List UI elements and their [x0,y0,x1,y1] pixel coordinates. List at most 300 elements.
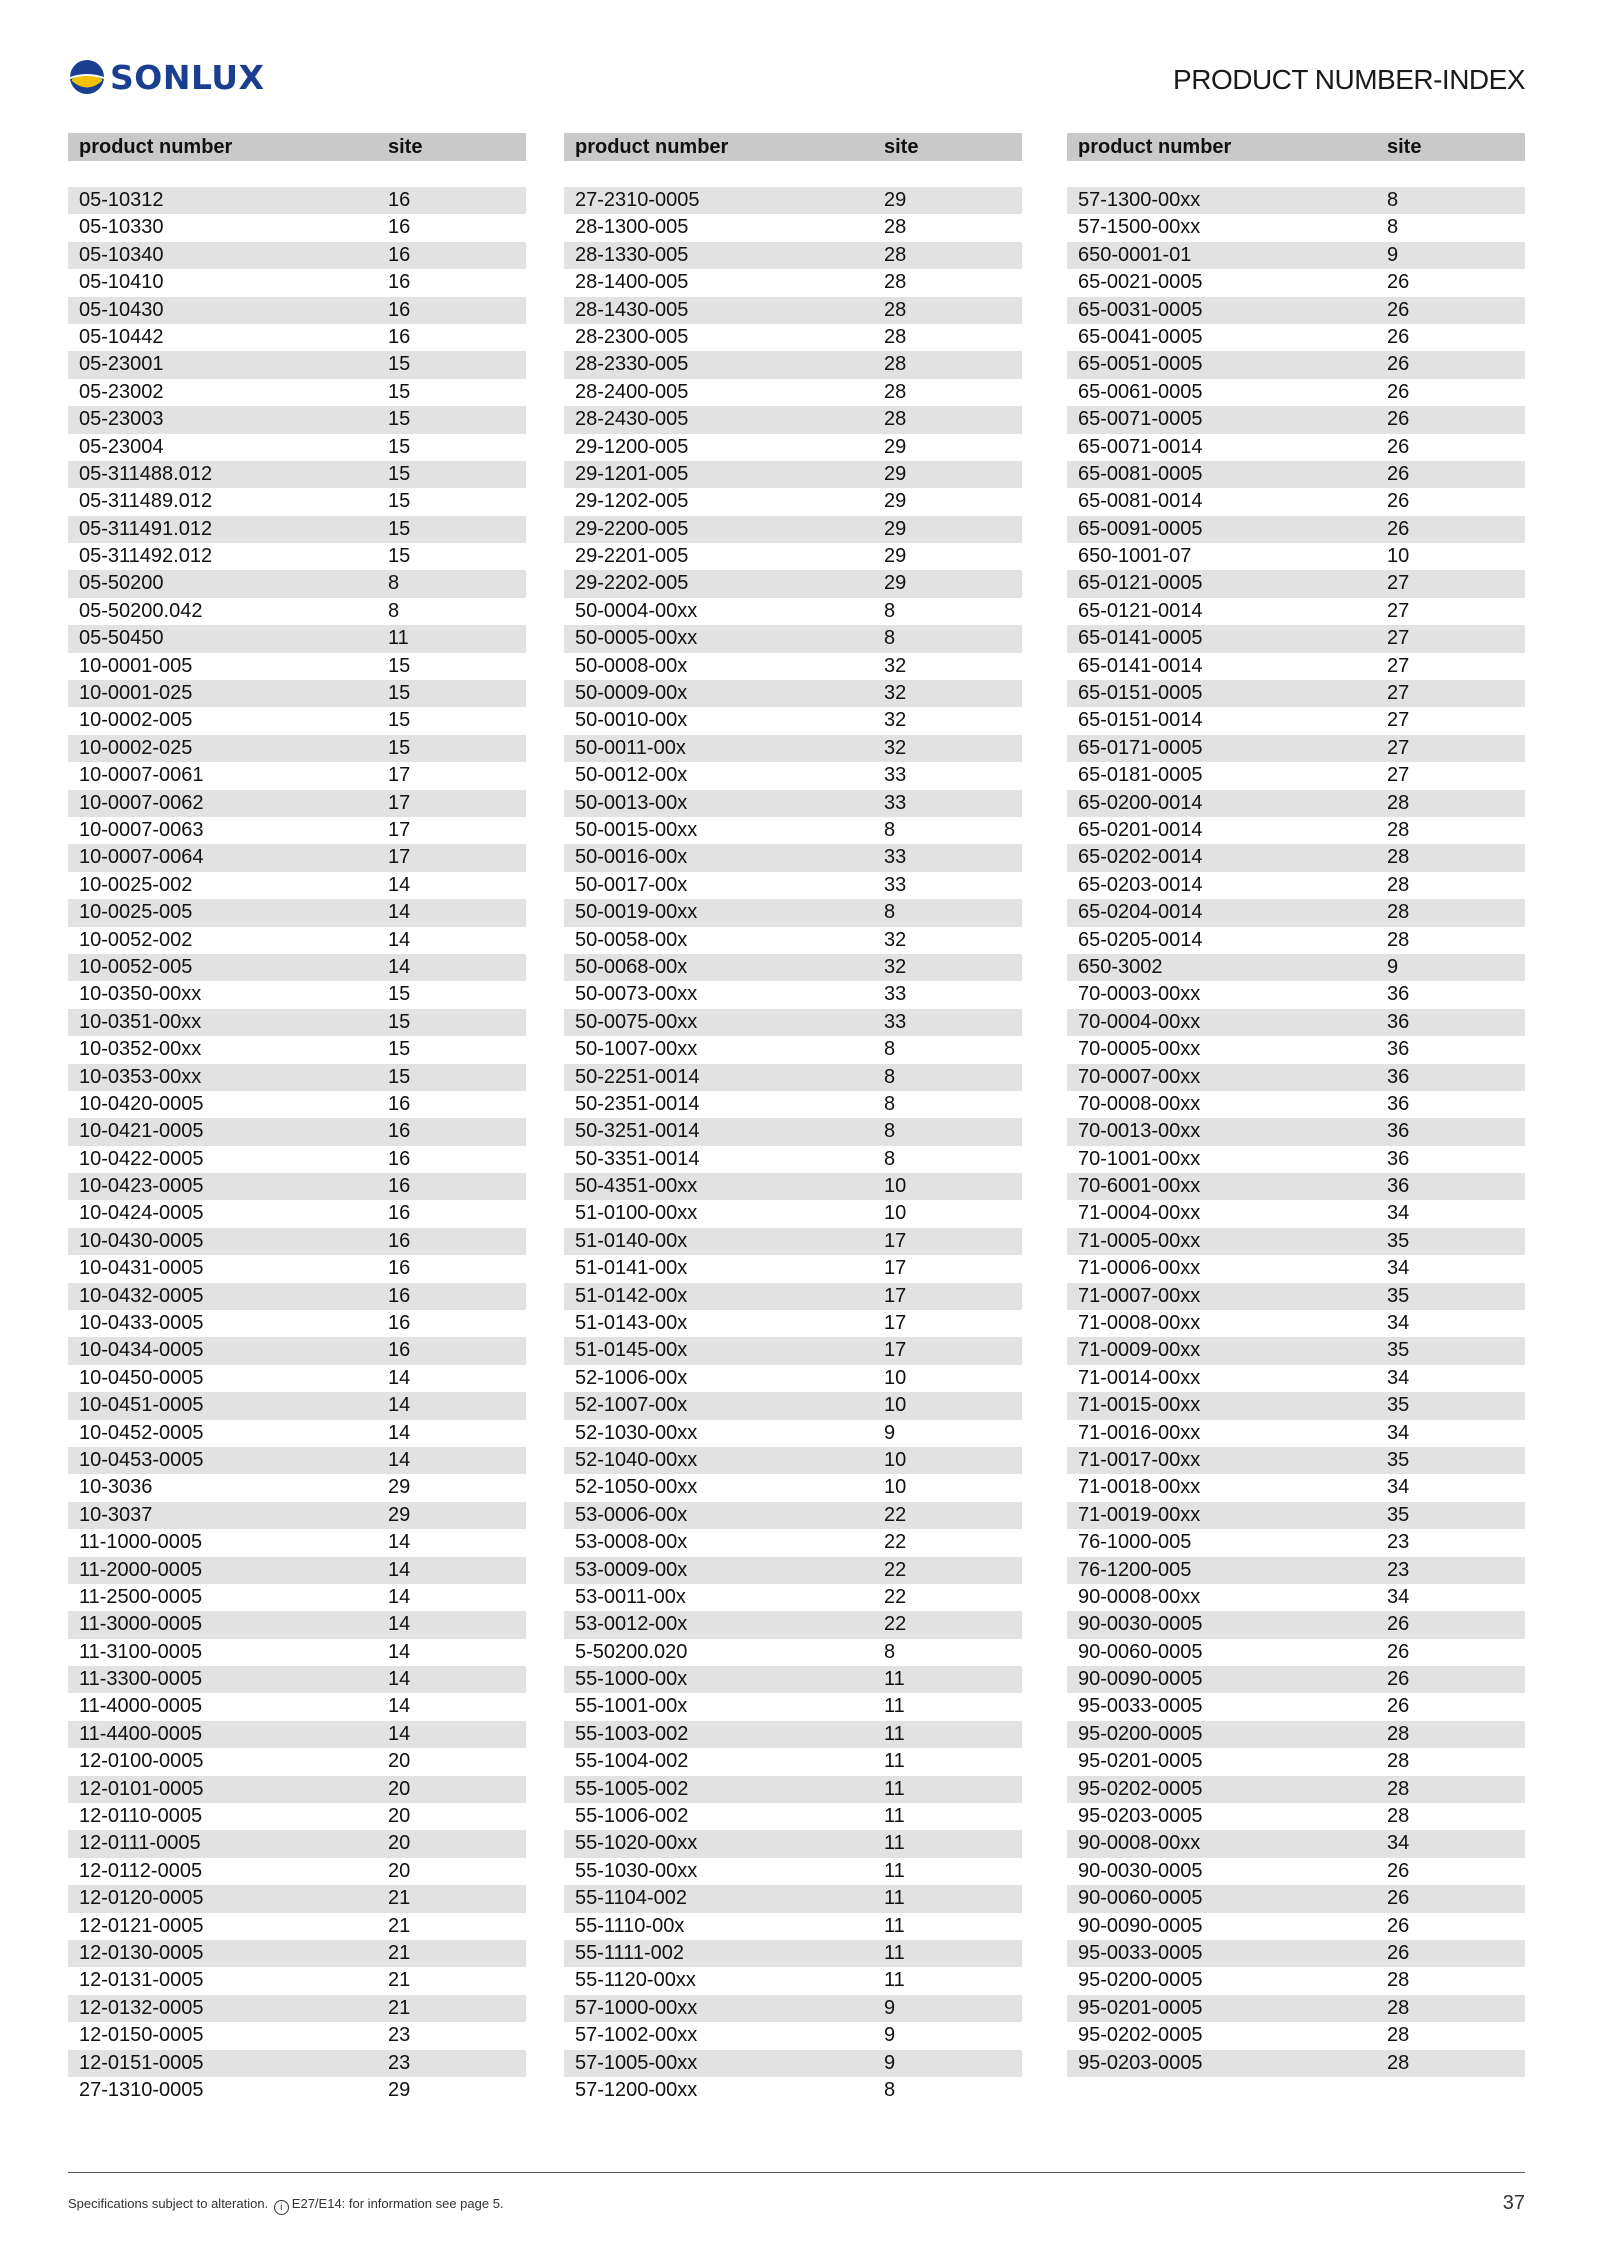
site-cell: 8 [388,572,400,595]
site-cell: 28 [884,216,907,239]
product-number-cell: 55-1030-00xx [575,1859,698,1882]
site-cell: 28 [1387,846,1410,869]
site-cell: 26 [1387,1613,1410,1636]
site-cell: 17 [884,1284,907,1307]
product-number-cell: 65-0121-0005 [1078,572,1203,595]
product-number-cell: 05-311491.012 [79,517,213,540]
table-row [1067,1693,1525,1720]
table-row [564,1173,1022,1200]
table-row [68,1200,526,1227]
table-row [68,1009,526,1036]
product-number-cell: 52-1040-00xx [575,1448,698,1471]
product-number-cell: 95-0203-0005 [1078,2051,1203,2074]
product-number-cell: 90-0008-00xx [1078,1585,1201,1608]
site-cell: 20 [388,1750,411,1773]
product-number-cell: 57-1300-00xx [1078,189,1201,211]
site-cell: 28 [1387,1750,1410,1773]
product-number-cell: 65-0181-0005 [1078,764,1203,787]
product-number-cell: 05-311492.012 [79,545,213,568]
table-row [1067,269,1525,296]
product-number-cell: 50-0058-00x [575,928,688,951]
product-number-cell: 50-4351-00xx [575,1175,698,1198]
site-cell: 28 [884,243,907,266]
product-number-cell: 10-0001-025 [79,682,193,705]
table-row [1067,1858,1525,1885]
product-number-cell: 70-0005-00xx [1078,1038,1201,1061]
table-row [68,1693,526,1720]
table-row [68,625,526,652]
product-number-cell: 55-1111-002 [575,1942,684,1964]
site-cell: 11 [884,1777,905,1800]
site-cell: 28 [1387,1722,1410,1745]
site-cell: 22 [884,1613,907,1636]
site-cell: 8 [884,901,896,924]
footer-note-text: Specifications subject to alteration. [68,2196,269,2211]
product-number-cell: 10-0353-00xx [79,1065,202,1088]
product-number-cell: 53-0011-00x [575,1585,686,1608]
site-cell: 29 [388,1476,411,1499]
product-number-cell: 51-0143-00x [575,1312,688,1335]
product-number-cell: 10-0423-0005 [79,1175,204,1198]
site-cell: 29 [388,1503,411,1526]
table-row [1067,434,1525,461]
site-cell: 36 [1387,1175,1410,1198]
table-row [68,434,526,461]
table-row [1067,1091,1525,1118]
product-number-cell: 05-50200.042 [79,599,203,622]
table-row [564,1858,1022,1885]
table-row [1067,1337,1525,1364]
table-row [564,379,1022,406]
site-cell: 15 [388,462,411,485]
table-row [68,1858,526,1885]
product-number-cell: 05-10430 [79,298,164,321]
table-row [68,872,526,899]
table-row [68,570,526,597]
site-cell: 15 [388,408,411,431]
product-number-cell: 50-0013-00x [575,791,688,814]
table-row [68,543,526,570]
table-row [1067,1611,1525,1638]
site-cell: 26 [1387,1887,1410,1910]
site-cell: 8 [884,1147,896,1170]
table-row [68,2050,526,2077]
product-number-cell: 50-3351-0014 [575,1147,700,1170]
table-row [1067,1885,1525,1912]
product-number-cell: 10-0002-025 [79,736,193,759]
header-site: site [884,135,919,158]
product-number-cell: 05-10442 [79,325,164,348]
product-number-cell: 11-3100-0005 [79,1640,203,1663]
table-row [564,625,1022,652]
site-cell: 15 [388,682,411,705]
site-cell: 27 [1387,627,1410,650]
table-row [68,1118,526,1145]
site-cell: 28 [884,353,907,376]
table-row [68,1529,526,1556]
table-row [68,242,526,269]
product-number-cell: 70-6001-00xx [1078,1175,1201,1198]
product-number-cell: 29-2201-005 [575,545,689,568]
header-product-number: product number [79,135,233,158]
site-cell: 33 [884,764,907,787]
table-row [564,1721,1022,1748]
site-cell: 8 [884,1640,896,1663]
product-number-cell: 52-1050-00xx [575,1476,698,1499]
product-number-cell: 10-0434-0005 [79,1339,204,1362]
site-cell: 14 [388,1531,411,1554]
product-number-cell: 50-0019-00xx [575,901,698,924]
table-row [564,1009,1022,1036]
table-row [1067,461,1525,488]
product-number-cell: 12-0130-0005 [79,1942,204,1964]
product-number-cell: 50-0009-00x [575,682,688,705]
table-row [564,1447,1022,1474]
table-row [1067,1036,1525,1063]
table-row [68,1447,526,1474]
index-rows [68,187,526,2104]
site-cell: 16 [388,1339,411,1362]
table-row [1067,1283,1525,1310]
sonlux-logo [68,56,265,98]
table-row [564,872,1022,899]
product-number-cell: 11-2000-0005 [79,1558,203,1581]
table-row [564,707,1022,734]
product-number-cell: 51-0142-00x [575,1284,688,1307]
product-number-cell: 28-1430-005 [575,298,689,321]
table-row [1067,1529,1525,1556]
product-number-cell: 10-0421-0005 [79,1120,204,1143]
product-number-cell: 95-0200-0005 [1078,1722,1203,1745]
product-number-cell: 28-1400-005 [575,271,689,294]
product-number-cell: 11-4400-0005 [79,1722,203,1745]
product-number-cell: 12-0100-0005 [79,1750,204,1773]
product-number-cell: 55-1006-002 [575,1805,689,1828]
site-cell: 8 [884,1120,896,1143]
site-cell: 34 [1387,1585,1410,1608]
product-number-cell: 65-0200-0014 [1078,791,1203,814]
product-number-cell: 95-0201-0005 [1078,1996,1203,2019]
site-cell: 16 [388,243,411,266]
table-row [68,927,526,954]
table-row [68,1913,526,1940]
site-cell: 15 [388,517,411,540]
product-number-cell: 55-1003-002 [575,1722,689,1745]
table-row [1067,1830,1525,1857]
site-cell: 9 [884,1996,896,2019]
site-cell: 8 [1387,216,1399,239]
product-number-cell: 55-1004-002 [575,1750,689,1773]
product-number-cell: 10-0420-0005 [79,1092,204,1115]
product-number-cell: 10-3037 [79,1503,153,1526]
site-cell: 11 [388,627,409,650]
table-row [1067,1228,1525,1255]
product-number-cell: 50-0015-00xx [575,818,698,841]
product-number-cell: 51-0145-00x [575,1339,688,1362]
site-cell: 9 [884,2024,896,2047]
product-number-cell: 12-0110-0005 [79,1805,203,1828]
table-row [68,351,526,378]
table-row [1067,379,1525,406]
site-cell: 16 [388,1147,411,1170]
product-number-cell: 10-0007-0062 [79,791,204,814]
table-row [564,1502,1022,1529]
table-row [68,981,526,1008]
product-number-cell: 71-0018-00xx [1078,1476,1201,1499]
product-number-cell: 27-1310-0005 [79,2078,204,2101]
site-cell: 17 [388,791,411,814]
product-number-cell: 95-0033-0005 [1078,1942,1203,1964]
table-row [68,1064,526,1091]
product-number-cell: 12-0112-0005 [79,1859,203,1882]
table-row [68,1283,526,1310]
header-product-number: product number [1078,135,1232,158]
product-number-cell: 29-1202-005 [575,490,689,513]
table-row [564,1693,1022,1720]
product-number-cell: 50-0010-00x [575,709,688,732]
site-cell: 35 [1387,1339,1410,1362]
site-cell: 15 [388,490,411,513]
site-cell: 26 [1387,298,1410,321]
table-row [564,570,1022,597]
table-row [68,1036,526,1063]
product-number-cell: 57-1500-00xx [1078,216,1201,239]
table-row [564,1310,1022,1337]
table-row [1067,1447,1525,1474]
product-number-cell: 65-0204-0014 [1078,901,1203,924]
product-number-cell: 65-0121-0014 [1078,599,1203,622]
product-number-cell: 70-0008-00xx [1078,1092,1201,1115]
table-row [564,735,1022,762]
product-number-cell: 95-0201-0005 [1078,1750,1203,1773]
site-cell: 26 [1387,1942,1410,1964]
product-number-cell: 55-1104-002 [575,1887,687,1910]
table-row [564,1830,1022,1857]
table-row [1067,653,1525,680]
site-cell: 16 [388,1202,411,1225]
product-number-cell: 65-0141-0005 [1078,627,1203,650]
product-number-cell: 71-0015-00xx [1078,1394,1201,1417]
table-row [68,762,526,789]
table-row [564,981,1022,1008]
product-number-cell: 10-0351-00xx [79,1010,202,1033]
table-row [1067,351,1525,378]
product-number-cell: 11-4000-0005 [79,1695,203,1718]
table-row [68,598,526,625]
product-number-cell: 10-0025-002 [79,873,193,896]
site-cell: 29 [884,490,907,513]
product-number-cell: 52-1006-00x [575,1366,688,1389]
site-cell: 28 [1387,1996,1410,2019]
site-cell: 11 [884,1969,905,1992]
product-number-cell: 55-1000-00x [575,1668,688,1691]
product-number-cell: 55-1120-00xx [575,1969,696,1992]
table-row [1067,1557,1525,1584]
site-cell: 32 [884,736,907,759]
table-row [68,406,526,433]
site-cell: 16 [388,1312,411,1335]
site-cell: 27 [1387,599,1410,622]
site-cell: 27 [1387,764,1410,787]
table-row [68,1365,526,1392]
table-row [68,653,526,680]
table-row [564,1967,1022,1994]
site-cell: 28 [884,380,907,403]
site-cell: 8 [884,599,896,622]
product-number-cell: 65-0171-0005 [1078,736,1203,759]
table-row [68,680,526,707]
site-cell: 29 [884,545,907,568]
table-row [1067,406,1525,433]
site-cell: 36 [1387,1120,1410,1143]
footer-divider [68,2172,1525,2173]
table-row [1067,214,1525,241]
table-row [564,2022,1022,2049]
site-cell: 35 [1387,1448,1410,1471]
site-cell: 10 [884,1366,907,1389]
table-row [1067,1639,1525,1666]
site-cell: 16 [388,189,411,211]
product-number-cell: 28-2430-005 [575,408,689,431]
site-cell: 26 [1387,517,1410,540]
product-number-cell: 650-1001-07 [1078,545,1192,568]
table-row [564,1091,1022,1118]
table-row [1067,1995,1525,2022]
column-header [68,133,526,161]
site-cell: 15 [388,380,411,403]
table-row [1067,1474,1525,1501]
table-row [564,1036,1022,1063]
product-number-cell: 05-23004 [79,435,164,458]
product-number-cell: 70-0013-00xx [1078,1120,1201,1143]
site-cell: 20 [388,1832,411,1855]
info-icon: i [274,2200,289,2215]
product-number-cell: 10-0424-0005 [79,1202,204,1225]
table-row [68,1830,526,1857]
site-cell: 26 [1387,490,1410,513]
product-number-cell: 50-2251-0014 [575,1065,700,1088]
index-rows [564,187,1022,2104]
table-row [68,2022,526,2049]
table-row [68,1611,526,1638]
product-number-cell: 50-0011-00x [575,736,686,759]
site-cell: 32 [884,955,907,978]
site-cell: 36 [1387,983,1410,1006]
site-cell: 33 [884,983,907,1006]
table-row [68,1557,526,1584]
product-number-cell: 12-0101-0005 [79,1777,204,1800]
product-number-cell: 11-2500-0005 [79,1585,203,1608]
site-cell: 20 [388,1777,411,1800]
site-cell: 28 [1387,2024,1410,2047]
table-row [564,1639,1022,1666]
table-row [564,324,1022,351]
page-number: 37 [1502,2192,1525,2214]
site-cell: 11 [884,1832,905,1855]
table-row [1067,707,1525,734]
product-number-cell: 10-0432-0005 [79,1284,204,1307]
site-cell: 27 [1387,736,1410,759]
product-number-cell: 57-1000-00xx [575,1996,698,2019]
product-number-cell: 90-0090-0005 [1078,1914,1203,1937]
product-number-cell: 05-10340 [79,243,164,266]
table-row [68,214,526,241]
site-cell: 8 [884,1092,896,1115]
column-header [564,133,1022,161]
table-row [1067,516,1525,543]
table-row [1067,598,1525,625]
product-number-cell: 53-0012-00x [575,1613,688,1636]
table-row [564,242,1022,269]
product-number-cell: 11-3300-0005 [79,1668,203,1691]
site-cell: 29 [884,517,907,540]
site-cell: 33 [884,873,907,896]
product-number-cell: 90-0030-0005 [1078,1859,1203,1882]
table-row [68,844,526,871]
product-number-cell: 29-1201-005 [575,462,689,485]
site-cell: 14 [388,928,411,951]
product-number-cell: 10-0452-0005 [79,1421,204,1444]
product-number-cell: 65-0061-0005 [1078,380,1203,403]
table-row [68,1721,526,1748]
table-row [68,1091,526,1118]
table-row [1067,1118,1525,1145]
table-row [564,790,1022,817]
footer-note [68,2196,504,2215]
index-column-2 [564,133,1022,2104]
table-row [1067,817,1525,844]
product-number-cell: 71-0014-00xx [1078,1366,1201,1389]
table-row [1067,543,1525,570]
product-number-cell: 65-0202-0014 [1078,846,1203,869]
site-cell: 28 [884,408,907,431]
table-row [68,488,526,515]
table-row [68,516,526,543]
site-cell: 17 [884,1257,907,1280]
product-number-cell: 05-23001 [79,353,164,376]
table-row [564,653,1022,680]
site-cell: 14 [388,1668,411,1691]
product-number-cell: 5-50200.020 [575,1640,688,1663]
table-row [68,1584,526,1611]
table-row [564,1146,1022,1173]
table-row [1067,981,1525,1008]
table-row [564,844,1022,871]
footer-note-reference: E27/E14: for information see page 5. [291,2196,504,2211]
sonlux-logo-icon [68,58,106,96]
table-row [564,1200,1022,1227]
product-number-cell: 53-0008-00x [575,1531,688,1554]
product-number-cell: 10-0352-00xx [79,1038,202,1061]
product-number-cell: 95-0203-0005 [1078,1805,1203,1828]
table-row [564,2077,1022,2104]
table-row [1067,1009,1525,1036]
product-number-cell: 65-0041-0005 [1078,325,1203,348]
site-cell: 35 [1387,1503,1410,1526]
site-cell: 28 [1387,1805,1410,1828]
product-number-cell: 10-0052-005 [79,955,193,978]
site-cell: 11 [884,1914,905,1937]
table-row [68,1255,526,1282]
site-cell: 16 [388,216,411,239]
table-row [68,1639,526,1666]
table-row [564,187,1022,214]
site-cell: 34 [1387,1312,1410,1335]
table-row [1067,899,1525,926]
site-cell: 14 [388,955,411,978]
table-row [564,488,1022,515]
table-row [68,1995,526,2022]
